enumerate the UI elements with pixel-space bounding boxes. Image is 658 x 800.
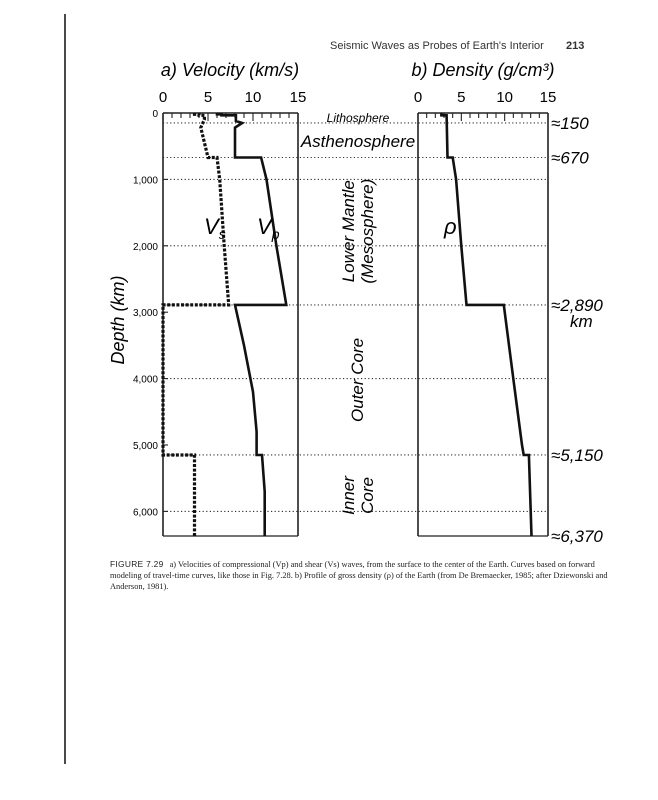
depth-tick-label: 0 xyxy=(152,109,158,120)
layer-label-outer-core: Outer Core xyxy=(348,337,367,422)
density-x-tick-label: 0 xyxy=(413,89,423,106)
boundary-label: ≈2,890 xyxy=(551,295,603,315)
velocity-x-tick-label: 15 xyxy=(289,89,307,106)
depth-tick-label: 2,000 xyxy=(132,241,158,253)
boundary-label: ≈5,150 xyxy=(551,445,603,465)
layer-label-inner-core: InnerCore xyxy=(339,476,377,515)
depth-tick-label: 4,000 xyxy=(132,374,158,386)
boundary-unit-label: km xyxy=(570,311,593,331)
boundary-label: ≈150 xyxy=(551,113,589,133)
density-x-tick-label: 15 xyxy=(539,89,557,106)
caption-label: FIGURE 7.29 xyxy=(110,559,164,569)
vp-series-label: $V_p$ xyxy=(257,214,280,242)
rho-series-label: ρ xyxy=(444,214,457,239)
figure-caption xyxy=(110,559,610,592)
running-title: Seismic Waves as Probes of Earth's Interior xyxy=(330,40,544,52)
depth-tick-label: 5,000 xyxy=(132,441,158,452)
boundary-label: ≈670 xyxy=(551,148,589,168)
vs-series-label: $V_s$ xyxy=(204,214,226,242)
series-line-vs xyxy=(163,113,229,536)
depth-tick-label: 6,000 xyxy=(132,507,158,519)
series-line-density xyxy=(441,113,531,536)
density-x-tick-label: 10 xyxy=(496,89,514,106)
velocity-panel-title: a) Velocity (km/s) xyxy=(160,60,300,80)
density-panel-title: b) Density (g/cm³) xyxy=(411,60,555,80)
layer-label-lower-mantle-mesosphere: Lower Mantle(Mesosphere) xyxy=(339,178,377,284)
layer-label-lithosphere: Lithosphere xyxy=(326,110,390,125)
depth-tick-label: 1,000 xyxy=(132,175,158,187)
density-x-tick-label: 5 xyxy=(457,89,466,106)
velocity-x-tick-label: 0 xyxy=(158,89,168,106)
depth-tick-label: 3,000 xyxy=(132,308,158,320)
page-number: 213 xyxy=(566,40,585,52)
depth-axis-label: Depth (km) xyxy=(108,275,128,365)
caption-text: a) Velocities of compressional (Vp) and shear (Vs) waves, from the surface to the center of the Earth. Curves based on forward modeling of travel-time curves, like those in Fig. 7.28. b) Profile of gross density (ρ) of the Earth (from De Bremaecker, 1985; after Dziewonski and Anderson, 1981). xyxy=(110,560,608,591)
series-line-vp xyxy=(217,113,286,536)
velocity-x-tick-label: 10 xyxy=(244,89,262,106)
boundary-label: ≈6,370 xyxy=(551,527,603,547)
layer-label-asthenosphere: Asthenosphere xyxy=(300,131,416,151)
velocity-x-tick-label: 5 xyxy=(203,89,213,106)
